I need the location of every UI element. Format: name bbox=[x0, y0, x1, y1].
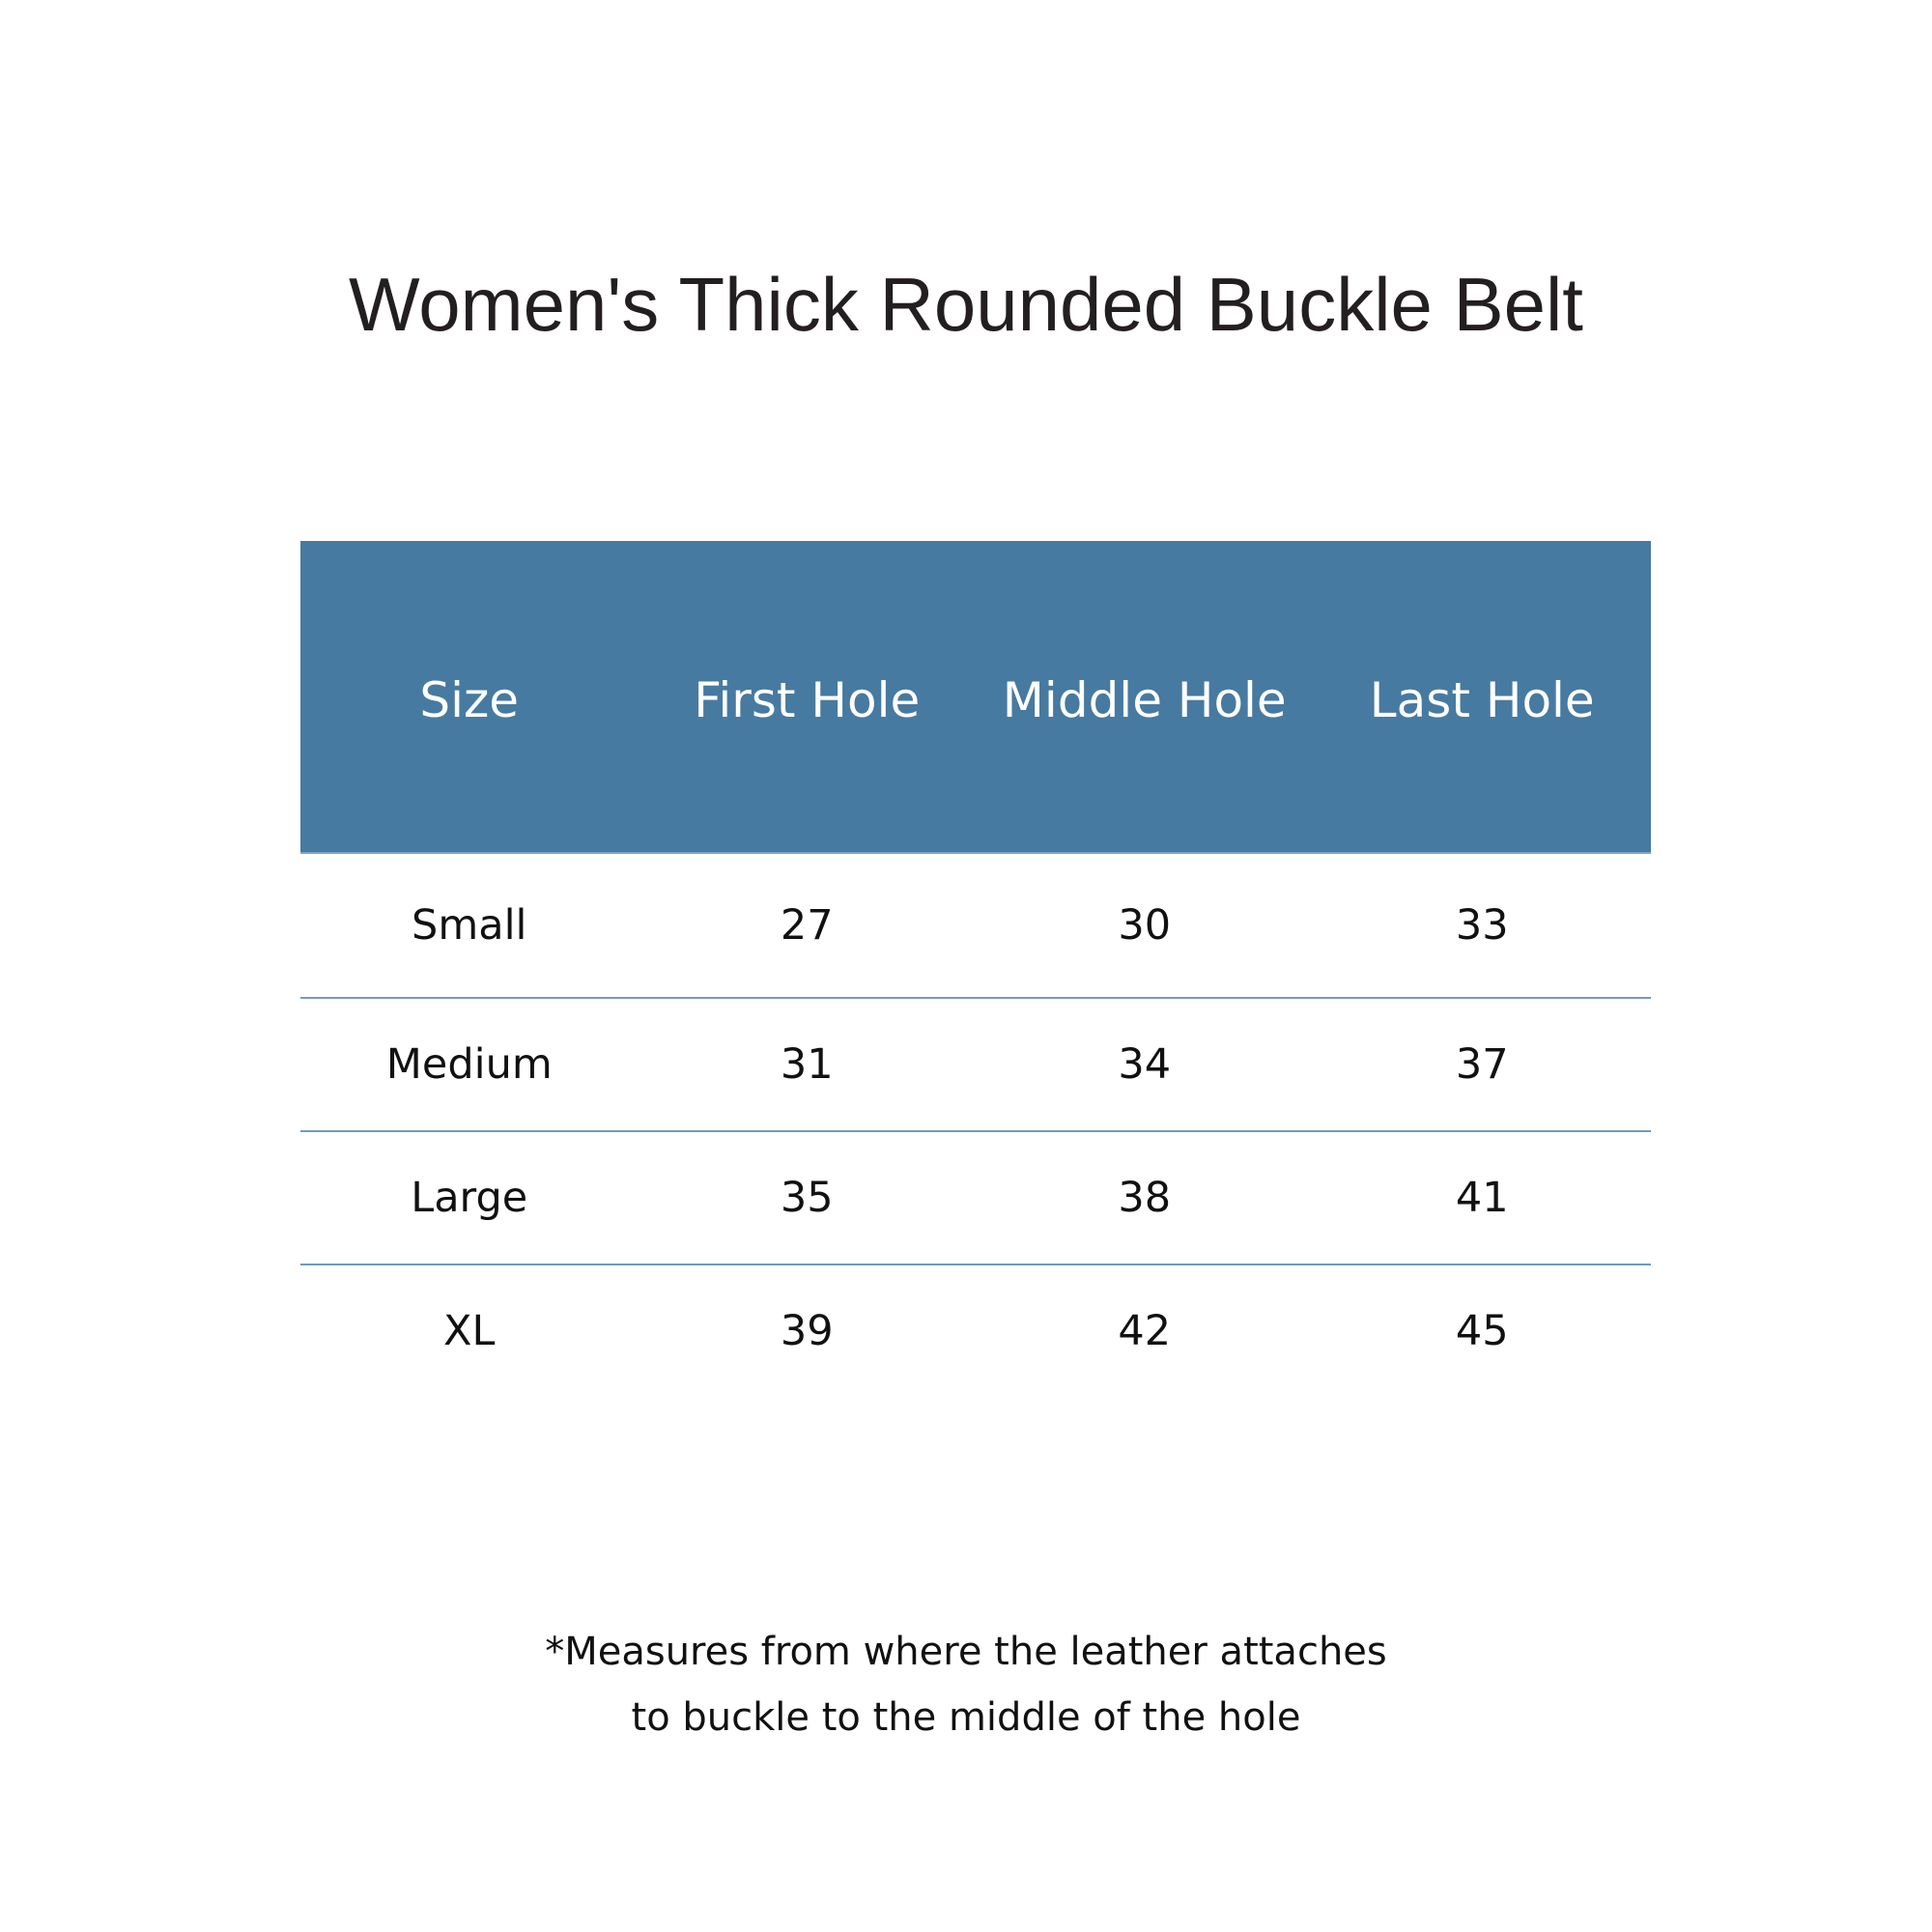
middle-hole-cell: 38 bbox=[1118, 1174, 1172, 1222]
size-cell: XL bbox=[443, 1307, 496, 1355]
table-row-small bbox=[300, 854, 1651, 999]
page-title: Women's Thick Rounded Buckle Belt bbox=[349, 262, 1583, 347]
measurement-note bbox=[0, 1619, 1932, 1750]
table-row-large bbox=[300, 1132, 1651, 1265]
last-hole-cell: 41 bbox=[1455, 1174, 1509, 1222]
size-cell: Medium bbox=[385, 1040, 553, 1089]
first-hole-cell: 31 bbox=[780, 1040, 834, 1089]
size-chart-table bbox=[300, 541, 1651, 1397]
middle-hole-cell: 30 bbox=[1118, 901, 1172, 950]
first-hole-cell: 27 bbox=[780, 901, 834, 950]
last-hole-cell: 33 bbox=[1455, 901, 1509, 950]
column-header-first-hole: First Hole bbox=[694, 672, 921, 728]
last-hole-cell: 45 bbox=[1455, 1307, 1509, 1355]
size-cell: Small bbox=[412, 901, 527, 950]
table-header-row bbox=[300, 541, 1651, 854]
first-hole-cell: 35 bbox=[780, 1174, 834, 1222]
last-hole-cell: 37 bbox=[1455, 1040, 1509, 1089]
table-row-medium bbox=[300, 999, 1651, 1132]
column-header-size: Size bbox=[419, 672, 520, 728]
measurement-note-line-2: to buckle to the middle of the hole bbox=[631, 1695, 1301, 1740]
column-header-last-hole: Last Hole bbox=[1369, 672, 1595, 728]
column-header-middle-hole: Middle Hole bbox=[1002, 672, 1287, 728]
size-cell: Large bbox=[411, 1174, 528, 1222]
middle-hole-cell: 34 bbox=[1118, 1040, 1172, 1089]
middle-hole-cell: 42 bbox=[1118, 1307, 1172, 1355]
first-hole-cell: 39 bbox=[780, 1307, 834, 1355]
measurement-note-line-1: *Measures from where the leather attaches bbox=[545, 1630, 1387, 1674]
table-row-xl bbox=[300, 1265, 1651, 1397]
